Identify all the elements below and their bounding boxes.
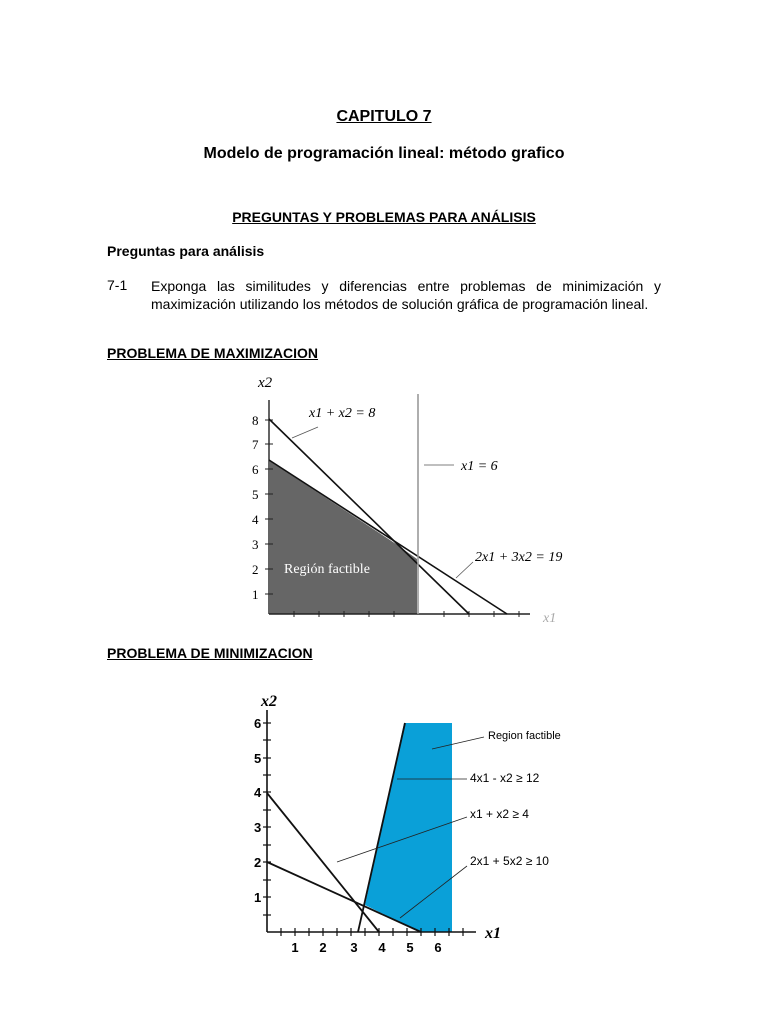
min-y-tick-label: 5 (254, 751, 262, 766)
question-number: 7-1 (107, 277, 128, 293)
max-region-label: Región factible (284, 562, 370, 577)
min-y-tick-label: 1 (254, 890, 262, 905)
max-label-line1: x1 + x2 = 8 (309, 406, 376, 421)
max-y-tick-label: 8 (252, 413, 259, 428)
min-label-c3: 2x1 + 5x2 ≥ 10 (470, 854, 549, 868)
max-y-tick-label: 4 (252, 512, 259, 527)
max-problem-graph (240, 370, 570, 630)
min-y-tick-label: 6 (254, 716, 262, 731)
min-y-tick-label: 4 (254, 785, 262, 800)
min-problem-title: PROBLEMA DE MINIMIZACION (107, 645, 313, 661)
max-y-tick-label: 2 (252, 562, 259, 577)
min-x-tick-label: 3 (350, 940, 358, 955)
min-x-tick-label: 2 (319, 940, 327, 955)
min-x-tick-label: 4 (378, 940, 386, 955)
min-x-tick-label: 5 (406, 940, 414, 955)
max-problem-title: PROBLEMA DE MAXIMIZACION (107, 345, 319, 361)
chapter-subtitle: Modelo de programación lineal: método grafico (203, 145, 565, 162)
min-problem-graph (240, 690, 570, 960)
max-leader-line3 (456, 562, 473, 578)
question-text: Exponga las similitudes y diferencias entre problemas de minimización y maximización utilizando los métodos de solución gráfica de programación lineal. (151, 278, 661, 312)
min-label-c2: x1 + x2 ≥ 4 (470, 807, 529, 821)
max-y-tick-label: 3 (252, 537, 259, 552)
max-x-axis-label: x1 (543, 611, 557, 626)
max-feasible-region (270, 461, 417, 614)
min-label-c1: 4x1 - x2 ≥ 12 (470, 771, 540, 785)
max-y-tick-label: 5 (252, 487, 259, 502)
min-x-axis-label: x1 (485, 925, 501, 942)
section-heading: PREGUNTAS Y PROBLEMAS PARA ANÁLISIS (232, 209, 536, 225)
max-label-line3: 2x1 + 3x2 = 19 (475, 550, 563, 565)
max-y-axis-label: x2 (258, 375, 273, 391)
min-x-tick-label: 1 (291, 940, 299, 955)
min-region-label: Region factible (488, 730, 561, 742)
min-x-tick-label: 6 (434, 940, 442, 955)
chapter-heading: CAPITULO 7 (336, 108, 432, 125)
min-y-tick-label: 2 (254, 855, 262, 870)
min-feasible-region (365, 723, 452, 932)
min-y-tick-label: 3 (254, 820, 262, 835)
max-y-tick-label: 1 (252, 587, 259, 602)
max-leader-line1 (292, 427, 318, 438)
min-y-axis-label: x2 (261, 693, 277, 710)
max-y-tick-label: 6 (252, 462, 259, 477)
max-label-line2: x1 = 6 (461, 459, 498, 474)
subsection-heading: Preguntas para análisis (107, 243, 265, 259)
max-y-tick-label: 7 (252, 437, 259, 452)
